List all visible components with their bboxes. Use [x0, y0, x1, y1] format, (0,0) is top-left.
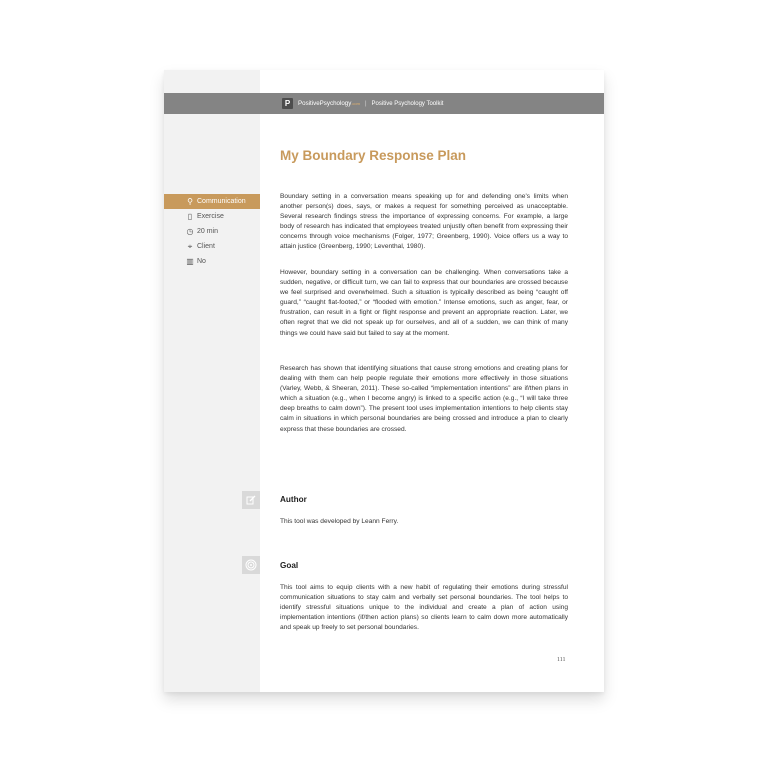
target-icon [242, 556, 260, 574]
meta-item-scale [164, 254, 260, 269]
page-title: My Boundary Response Plan [280, 148, 467, 163]
sidebar [164, 70, 260, 692]
goal-heading: Goal [280, 561, 299, 570]
document-icon: ▯ [187, 212, 193, 221]
meta-item-audience [164, 239, 260, 254]
paragraph: However, boundary setting in a conversation can be challenging. When conversations take a sudden, negative, or difficult turn, we can fail to express that our boundaries are crossed because we feel surprised and overwhelmed. Such a situation is typically described as being “caught off guard,” “caught flat-footed,” or “flooded with emotion.” Intense emotions, such as anger, fear, or frustration, can result in a fight or flight response and prevent an appropriate reaction. Later, we often regret that we did not speak up for ourselves, and all of a sudden, we can think of many things we could have said but failed to say at the moment. [280, 269, 568, 337]
header-content [282, 93, 443, 114]
meta-label: Communication [197, 198, 246, 205]
paragraph: Research has shown that identifying situations that cause strong emotions and creating plans for dealing with them can help people regulate their emotions more effectively in those situations (Varley, Webb, & Sheeran, 2011). These so-called “implementation intentions” are if/then plans in which a situation (e.g., when I become angry) is linked to a specific action (e.g., “I will take three deep breaths to calm down”). The present tool uses implementation intentions to help clients stay calm in situations in which personal boundaries are being crossed and introduce a plan to clearly express that these boundaries are crossed. [280, 365, 568, 433]
crosshair-icon: ⌖ [187, 241, 193, 251]
author-text: This tool was developed by Leann Ferry. [280, 518, 399, 525]
goal-text: This tool aims to equip clients with a new habit of regulating their emotions during stressful communication situations to stay calm and verbally set personal boundaries. The tool helps to identify stressful situations unique to the individual and create a plan of action using implementation intentions (if/then action plans) so clients learn to calm down more automatically and speak up freely to set personal boundaries. [280, 584, 568, 632]
brand-name: PositivePsychology [298, 100, 352, 107]
author-heading: Author [280, 495, 307, 504]
brand-domain: .com [351, 101, 360, 106]
page-number: 111 [557, 657, 566, 663]
meta-label: 20 min [197, 228, 219, 235]
meta-label: No [197, 258, 206, 265]
header-bar [164, 93, 604, 114]
meta-item-type [164, 209, 260, 224]
paragraph: Boundary setting in a conversation means speaking up for and defending one's limits when another person(s) does, says, or makes a request for something perceived as unacceptable. Several research findings stress the importance of expressing concerns. For example, a large body of research has indicated that employees treated unjustly often benefit from expressing their concerns through voice mechanisms (Folger, 1977; Greenberg, 1990). Voice offers us a way to attain justice (Greenberg, 1990; Leventhal, 1980). [280, 193, 568, 251]
logo-icon: P [282, 98, 293, 109]
pin-icon: ⚲ [187, 197, 193, 206]
header-separator: | [364, 100, 367, 107]
clock-icon: ◷ [186, 227, 194, 236]
toolkit-name: Positive Psychology Toolkit [371, 100, 444, 107]
brand [298, 100, 360, 107]
meta-label: Exercise [197, 213, 224, 220]
document-page [164, 70, 604, 692]
bar-chart-icon: ▥ [186, 257, 194, 266]
meta-item-duration [164, 224, 260, 239]
pencil-icon [242, 491, 260, 509]
meta-item-category [164, 194, 260, 209]
meta-list [164, 194, 260, 269]
meta-label: Client [197, 243, 215, 250]
